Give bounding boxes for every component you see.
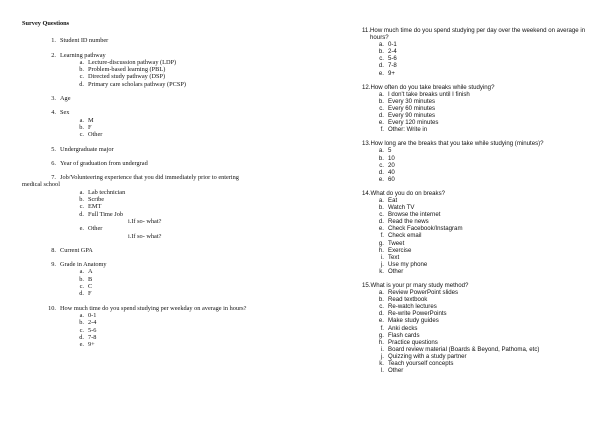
option	[374, 169, 592, 176]
option-letter: f.	[380, 232, 384, 240]
question	[44, 146, 292, 160]
question	[44, 261, 292, 304]
option-text: Make study guides	[388, 317, 439, 325]
option	[74, 203, 292, 210]
option	[374, 317, 592, 324]
option-list	[374, 147, 592, 182]
option-letter: c.	[79, 326, 84, 334]
option-letter: d.	[79, 80, 84, 88]
right-column	[362, 0, 592, 381]
option-letter: k.	[379, 360, 384, 368]
option-text: Text	[388, 253, 400, 261]
option-letter: b.	[79, 275, 84, 283]
option-letter: b.	[378, 97, 384, 105]
question-number: 6.	[51, 159, 56, 167]
option-text: 20	[388, 161, 395, 169]
option-letter: e.	[378, 119, 384, 127]
question-text: Current GPA	[60, 246, 93, 254]
option	[374, 41, 592, 48]
option-list	[74, 268, 292, 297]
option-letter: i.	[380, 345, 384, 353]
option-letter: a.	[378, 196, 384, 204]
option	[374, 353, 592, 360]
option	[374, 48, 592, 55]
option-text: 7-8	[388, 62, 397, 70]
option-letter: a.	[79, 188, 84, 196]
option-text: Every 90 minutes	[388, 112, 436, 120]
option	[74, 276, 292, 283]
option-letter: f.	[380, 324, 384, 332]
option-letter: b.	[378, 296, 384, 304]
question-text: What is your pr mary study method?	[370, 282, 469, 289]
question-head	[44, 95, 292, 102]
option-text: Teach yourself concepts	[388, 360, 454, 368]
option	[74, 225, 292, 232]
option-text: Other	[388, 267, 404, 275]
option-letter: b.	[378, 154, 384, 162]
option-letter: j.	[380, 352, 384, 360]
option-text: Anki decks	[388, 324, 418, 332]
option-text: 5-6	[388, 55, 397, 63]
question-text: How much time do you spend studying per day over the weekend on average in hours?	[370, 27, 586, 42]
option	[74, 196, 292, 203]
option-letter: f.	[380, 126, 384, 134]
question	[44, 37, 292, 51]
option-letter: a.	[79, 58, 84, 66]
option-text: 2-4	[388, 48, 397, 56]
question-number: 15.	[362, 282, 371, 289]
question-number: 11.	[362, 27, 371, 34]
option-text: B	[88, 275, 93, 283]
question-head	[362, 190, 592, 197]
option-letter: g.	[378, 239, 384, 247]
option-text: C	[88, 283, 93, 291]
option	[374, 360, 592, 367]
option	[74, 319, 292, 326]
option-letter: d.	[79, 210, 84, 218]
question-number: 10.	[48, 304, 56, 312]
option-text: Every 120 minutes	[388, 119, 439, 127]
option-letter: e.	[378, 175, 384, 183]
option-letter: j.	[380, 260, 384, 268]
option-text: 9+	[388, 69, 395, 77]
option	[74, 268, 292, 275]
option-text: F	[88, 290, 92, 298]
left-column	[22, 0, 292, 355]
option	[74, 189, 292, 196]
option-text: Exercise	[388, 246, 412, 254]
option-letter: c.	[79, 283, 84, 291]
option	[374, 268, 592, 275]
option	[374, 91, 592, 98]
option-letter: b.	[378, 204, 384, 212]
question	[44, 95, 292, 109]
option	[374, 261, 592, 268]
option-letter: c.	[79, 131, 84, 139]
option	[374, 218, 592, 225]
option-letter: i.	[380, 253, 384, 261]
option-text: Watch TV	[388, 204, 415, 212]
question-head	[362, 140, 592, 147]
option-letter: d.	[378, 168, 384, 176]
option	[74, 334, 292, 341]
question-number: 14.	[362, 189, 371, 197]
question-head	[362, 27, 592, 41]
option-text: 9+	[88, 341, 95, 349]
question-number: 12.	[362, 83, 371, 91]
option-list	[374, 289, 592, 374]
question	[362, 190, 592, 282]
option	[74, 59, 292, 66]
question-7-continuation: medical school	[22, 181, 60, 189]
option	[374, 247, 592, 254]
option-subquestion: i.If so- what?	[128, 232, 162, 240]
option	[374, 162, 592, 169]
option	[74, 124, 292, 131]
option-letter: b.	[79, 66, 84, 74]
question-text: Age	[60, 95, 71, 103]
option-text: Every 30 minutes	[388, 97, 436, 105]
question-head	[44, 109, 292, 116]
right-question-list	[362, 27, 592, 381]
option-subquestion: i.If so- what?	[128, 217, 162, 225]
option	[374, 204, 592, 211]
question-text: Student ID number	[60, 37, 109, 45]
option	[374, 310, 592, 317]
option-text: Browse the internet	[388, 211, 441, 219]
option-text: Problem-based learning (PBL)	[88, 66, 166, 74]
option	[374, 232, 592, 239]
option-text: 0-1	[388, 41, 397, 49]
option	[74, 327, 292, 334]
document-title: Survey Questions	[22, 20, 70, 27]
option-text: 10	[388, 154, 395, 162]
option-letter: b.	[378, 48, 384, 56]
option-letter: c.	[379, 211, 384, 219]
option-text: EMT	[88, 203, 102, 211]
option-letter: e.	[79, 225, 84, 233]
option-letter: a.	[378, 41, 384, 49]
question	[44, 109, 292, 145]
option-text: Review PowerPoint slides	[388, 289, 459, 297]
option	[374, 105, 592, 112]
option	[374, 62, 592, 69]
option-letter: e.	[79, 341, 84, 349]
option-text: Scribe	[88, 196, 105, 204]
option-letter: d.	[79, 333, 84, 341]
question-number: 9.	[51, 261, 56, 269]
option	[74, 66, 292, 73]
question-text: Learning pathway	[60, 51, 106, 59]
option-text: Quizzing with a study partner	[388, 352, 467, 360]
option	[374, 240, 592, 247]
question-text: How often do you take breaks while studying?	[370, 83, 495, 91]
option-letter: e.	[378, 69, 384, 77]
option-text: 0-1	[88, 311, 97, 319]
question-text: How long are the breaks that you take while studying (minutes)?	[370, 140, 544, 148]
option-text: Primary care scholars pathway (PCSP)	[88, 80, 186, 88]
question-number: 2.	[51, 51, 56, 59]
option-list	[74, 59, 292, 88]
question-text: Year of graduation from undergrad	[60, 159, 148, 167]
option-letter: l.	[380, 367, 384, 375]
option-text: A	[88, 268, 93, 276]
option	[374, 332, 592, 339]
option-text: Eat	[388, 196, 398, 204]
option	[74, 211, 292, 218]
option-letter: a.	[378, 147, 384, 155]
option	[374, 211, 592, 218]
option-list	[74, 117, 292, 139]
question	[362, 282, 592, 381]
option-letter: b.	[79, 123, 84, 131]
question-text: How much time do you spend studying per weekday on average in hours?	[60, 304, 247, 312]
option-text: Lab technician	[88, 188, 126, 196]
option-text: Flash cards	[388, 331, 420, 339]
option	[74, 73, 292, 80]
option-letter: d.	[378, 218, 384, 226]
question	[362, 27, 592, 84]
option	[74, 312, 292, 319]
option	[374, 197, 592, 204]
question-text: Grade in Anatomy	[60, 261, 107, 269]
option	[374, 325, 592, 332]
option-text: Tweet	[388, 239, 405, 247]
option-letter: a.	[79, 116, 84, 124]
option-text: Re-watch lectures	[388, 303, 437, 311]
question	[44, 160, 292, 174]
option	[74, 117, 292, 124]
option-text: Other	[88, 131, 103, 139]
option	[74, 131, 292, 138]
option-letter: b.	[79, 196, 84, 204]
option-letter: a.	[79, 311, 84, 319]
option-letter: d.	[378, 310, 384, 318]
option-text: 60	[388, 175, 395, 183]
option-text: Use my phone	[388, 260, 428, 268]
option	[74, 283, 292, 290]
question-head	[44, 146, 292, 153]
option-text: 5	[388, 147, 392, 155]
question-number: 5.	[51, 145, 56, 153]
option	[374, 296, 592, 303]
option-text: Other	[88, 225, 103, 233]
option-letter: e.	[378, 317, 384, 325]
option-text: Every 60 minutes	[388, 104, 436, 112]
question-head	[44, 247, 292, 254]
option-letter: e.	[378, 225, 384, 233]
option-text: Check email	[388, 232, 422, 240]
option-letter: h.	[378, 246, 384, 254]
option	[374, 289, 592, 296]
question-text: Undergraduate major	[60, 145, 114, 153]
option	[374, 112, 592, 119]
option-letter: c.	[379, 161, 384, 169]
option	[374, 126, 592, 133]
option-letter: c.	[79, 203, 84, 211]
option-text: Read textbook	[388, 296, 428, 304]
option	[74, 341, 292, 348]
question-number: 13.	[362, 140, 371, 148]
option-text: Directed study pathway (DSP)	[88, 73, 166, 81]
option-letter: d.	[378, 62, 384, 70]
option	[374, 303, 592, 310]
option-text: Re-write PowerPoints	[388, 310, 447, 318]
option-text: Lecture-discussion pathway (LDP)	[88, 58, 177, 66]
option-text: 2-4	[88, 319, 97, 327]
question-head	[362, 84, 592, 91]
option-letter: a.	[378, 289, 384, 297]
option-letter: a.	[79, 268, 84, 276]
option-text: Board review material (Boards & Beyond, Pathoma, etc)	[388, 345, 540, 353]
question-7-options	[74, 189, 292, 240]
question-head	[44, 261, 292, 268]
option-letter: a.	[378, 90, 384, 98]
option-text: M	[88, 116, 94, 124]
option-letter: g.	[378, 331, 384, 339]
option-letter: c.	[379, 55, 384, 63]
option	[74, 81, 292, 88]
option-text: 5-6	[88, 326, 97, 334]
option-letter: c.	[79, 73, 84, 81]
option-letter: c.	[379, 303, 384, 311]
left-question-list	[22, 37, 292, 174]
option	[374, 225, 592, 232]
question-number: 7.	[51, 174, 56, 182]
option	[374, 155, 592, 162]
option-text: Read the news	[388, 218, 429, 226]
question-7-head	[44, 174, 292, 181]
option-text: 7-8	[88, 333, 97, 341]
question-number: 4.	[51, 109, 56, 117]
option-letter: d.	[378, 112, 384, 120]
option-letter: d.	[79, 290, 84, 298]
option-text: Other: Write in	[388, 126, 428, 134]
question-head	[44, 305, 292, 312]
option-list	[374, 197, 592, 275]
option	[374, 254, 592, 261]
question-7	[22, 174, 292, 247]
question-number: 8.	[51, 246, 56, 254]
option	[374, 346, 592, 353]
option	[374, 70, 592, 77]
question-head	[44, 37, 292, 44]
option	[374, 339, 592, 346]
question	[362, 84, 592, 141]
option-text: 40	[388, 168, 395, 176]
option-text: Full Time Job	[88, 210, 123, 218]
option-text: Check Facebook/Instagram	[388, 225, 463, 233]
question	[362, 140, 592, 190]
option-letter: k.	[379, 267, 384, 275]
question-text: Sex	[60, 109, 70, 117]
option	[374, 176, 592, 183]
question	[44, 52, 292, 95]
question-number: 3.	[51, 95, 56, 103]
option	[74, 290, 292, 297]
option-list	[74, 312, 292, 348]
option-text: Practice questions	[388, 338, 438, 346]
option-list	[374, 41, 592, 76]
option-letter: h.	[378, 338, 384, 346]
question-text: What do you do on breaks?	[370, 189, 446, 197]
option-list	[374, 91, 592, 134]
option-text: I don't take breaks until I finish	[388, 90, 470, 98]
option	[374, 147, 592, 154]
question-number: 1.	[51, 37, 56, 45]
question-head	[362, 282, 592, 289]
question	[44, 305, 292, 356]
option-text: Other	[388, 367, 404, 375]
option	[374, 367, 592, 374]
option	[374, 55, 592, 62]
left-question-list-2	[22, 247, 292, 356]
option-letter: b.	[79, 319, 84, 327]
question-text: Job/Volunteering experience that you did immediately prior to entering	[60, 174, 239, 182]
option	[374, 98, 592, 105]
option	[374, 119, 592, 126]
option-letter: c.	[379, 104, 384, 112]
question-head	[44, 160, 292, 167]
question-head	[44, 52, 292, 59]
option-text: F	[88, 123, 92, 131]
question	[44, 247, 292, 261]
